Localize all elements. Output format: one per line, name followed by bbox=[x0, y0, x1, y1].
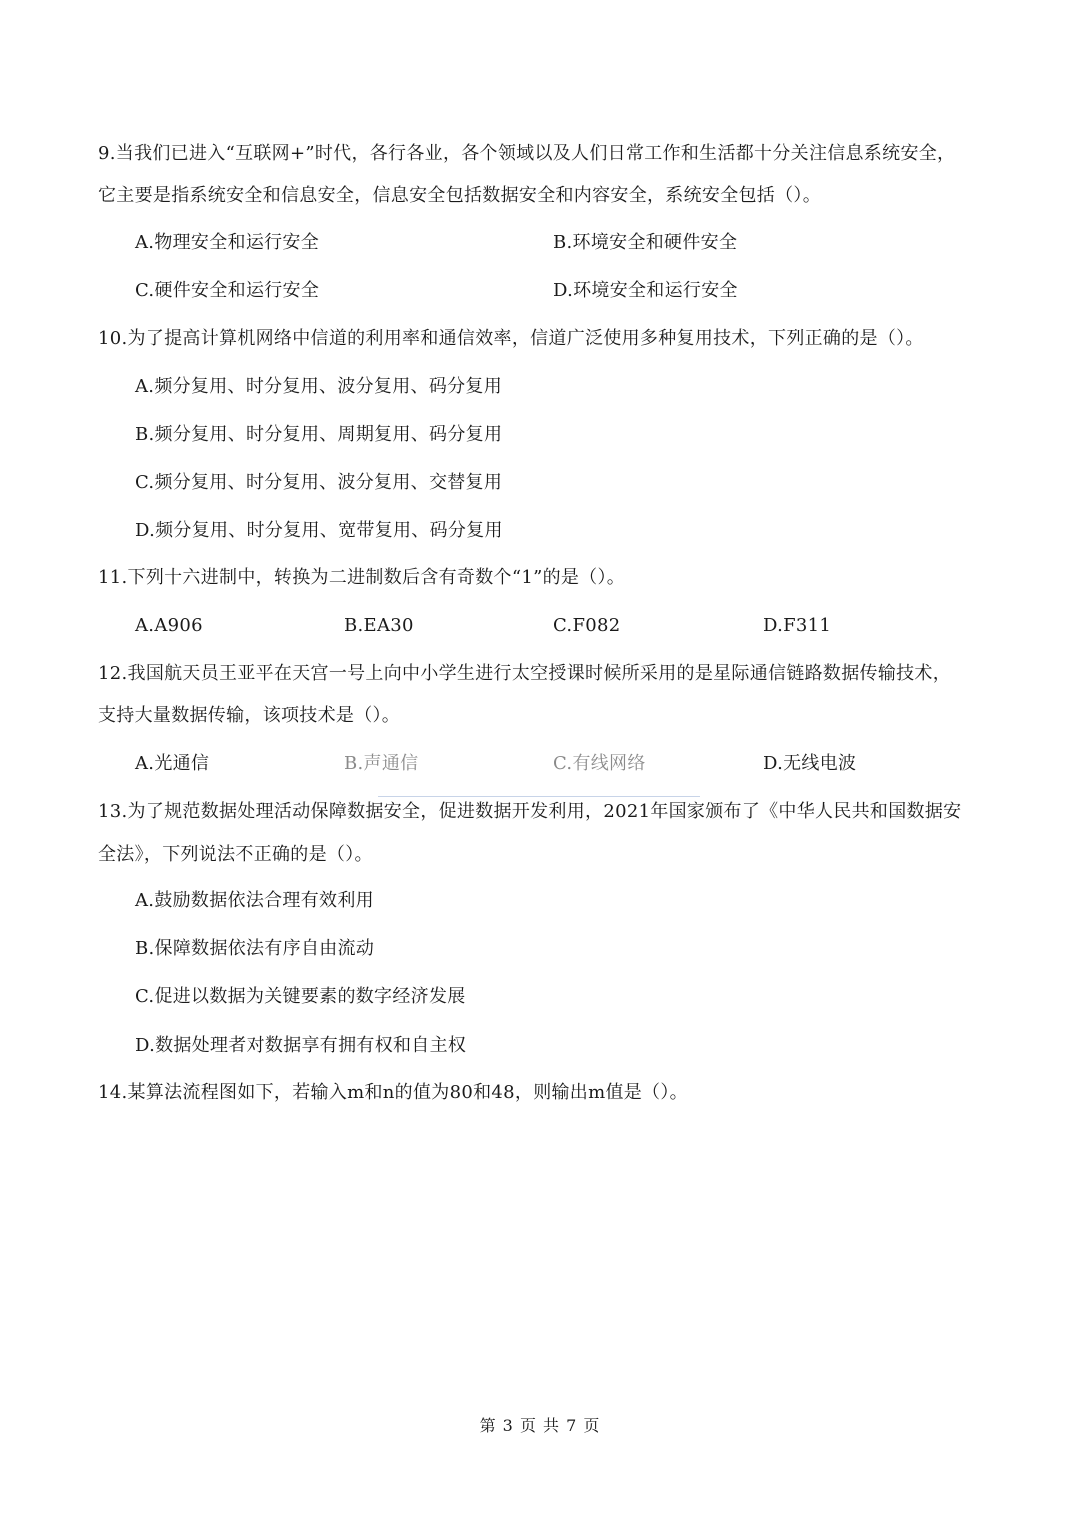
question-12-line-1: 12.我国航天员王亚平在天宫一号上向中小学生进行太空授课时候所采用的是星际通信链路数据传输技术， bbox=[98, 663, 952, 684]
question-13-option-a: A.鼓励数据依法合理有效利用 bbox=[135, 890, 374, 911]
question-10-line-1: 10.为了提高计算机网络中信道的利用率和通信效率，信道广泛使用多种复用技术，下列正确的是（）。 bbox=[98, 328, 924, 349]
question-13-option-b: B.保障数据依法有序自由流动 bbox=[135, 938, 375, 959]
question-9-option-b: B.环境安全和硬件安全 bbox=[553, 232, 738, 253]
question-11-line-1: 11.下列十六进制中，转换为二进制数后含有奇数个“1”的是（）。 bbox=[98, 567, 626, 588]
question-12-line-2: 支持大量数据传输，该项技术是（）。 bbox=[98, 705, 401, 726]
question-11-option-d: D.F311 bbox=[763, 615, 832, 636]
question-9-option-c: C.硬件安全和运行安全 bbox=[135, 280, 320, 301]
question-10-option-d: D.频分复用、时分复用、宽带复用、码分复用 bbox=[135, 520, 503, 541]
question-12-option-c: C.有线网络 bbox=[553, 753, 646, 774]
question-9-line-2: 它主要是指系统安全和信息安全，信息安全包括数据安全和内容安全，系统安全包括（）。 bbox=[98, 185, 821, 206]
question-11-option-b: B.EA30 bbox=[344, 615, 414, 636]
question-9-option-a: A.物理安全和运行安全 bbox=[135, 232, 320, 253]
question-10-option-c: C.频分复用、时分复用、波分复用、交替复用 bbox=[135, 472, 503, 493]
question-9-line-1: 9.当我们已进入“互联网+”时代，各行各业，各个领域以及人们日常工作和生活都十分关注信息系统安全， bbox=[98, 143, 956, 164]
question-13-option-c: C.促进以数据为关键要素的数字经济发展 bbox=[135, 986, 466, 1007]
question-12-option-a: A.光通信 bbox=[135, 753, 210, 774]
question-14-line-1: 14.某算法流程图如下，若输入m和n的值为80和48，则输出m值是（）。 bbox=[98, 1082, 688, 1103]
question-13-line-2: 全法》，下列说法不正确的是（）。 bbox=[98, 844, 373, 865]
scan-artifact-line bbox=[378, 796, 700, 797]
question-11-option-c: C.F082 bbox=[553, 615, 621, 636]
question-12-option-d: D.无线电波 bbox=[763, 753, 857, 774]
question-9-option-d: D.环境安全和运行安全 bbox=[553, 280, 738, 301]
question-13-line-1: 13.为了规范数据处理活动保障数据安全，促进数据开发利用，2021年国家颁布了《中华人民共和国数据安 bbox=[98, 801, 962, 822]
question-11-option-a: A.A906 bbox=[135, 615, 203, 636]
question-13-option-d: D.数据处理者对数据享有拥有权和自主权 bbox=[135, 1035, 467, 1056]
question-10-option-b: B.频分复用、时分复用、周期复用、码分复用 bbox=[135, 424, 503, 445]
page-footer: 第 3 页 共 7 页 bbox=[479, 1416, 601, 1435]
question-12-option-b: B.声通信 bbox=[344, 753, 419, 774]
question-10-option-a: A.频分复用、时分复用、波分复用、码分复用 bbox=[135, 376, 503, 397]
